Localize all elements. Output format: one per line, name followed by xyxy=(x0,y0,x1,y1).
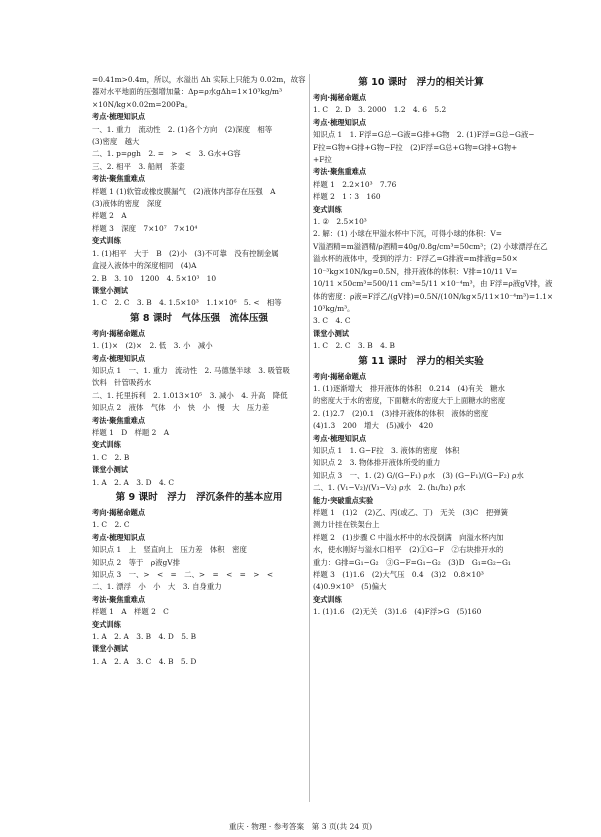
answer-line: ×10N/kg×0.02m=200Pa。 xyxy=(92,99,193,109)
section-label: 课堂小测试 xyxy=(92,644,128,654)
answer-line: 3. C 4. C xyxy=(313,316,351,326)
answer-line: F拉=G物+G排+G物−F拉 (2)F浮=G总+G物=G排+G物+ xyxy=(313,142,518,152)
answer-line: 盒浸入液体中的深度相同 (4)A xyxy=(92,261,197,271)
answer-line: 10⁻³kg×10N/kg=0.5N，排开液体的体积：V排=10/11 V= xyxy=(313,266,518,276)
answer-line: 知识点 1 1. G−F拉 3. 液体的密度 体积 xyxy=(313,445,460,455)
answer-line: 1. C 2. C 3. B 4. B xyxy=(313,341,395,351)
answer-line: 样题 2 A xyxy=(92,211,127,221)
left-answer-column xyxy=(92,74,306,668)
section-label: 变式训练 xyxy=(92,236,121,246)
section-label: 课堂小测试 xyxy=(92,285,128,295)
answer-line: 知识点 1 上 竖直向上 压力差 体积 密度 xyxy=(92,545,247,555)
answer-line: 知识点 1 一、1. 重力 流动性 2. 马德堡半球 3. 吸管吸 xyxy=(92,365,290,375)
answer-line: 1. A 2. A 3. C 4. B 5. D xyxy=(92,656,197,666)
answer-line: V溢酒精=m溢酒精/ρ酒精=40g/0.8g/cm³=50cm³；(2) 小球漂浮在乙 xyxy=(313,241,548,251)
answer-line: (3)密度 越大 xyxy=(92,137,140,147)
answer-line: +F拉 xyxy=(313,155,332,165)
answer-line: 器对水平地面的压强增加量：Δp=ρ水gΔh=1×10³kg/m³ xyxy=(92,87,283,97)
answer-line: 2. (1)2.7 (2)0.1 (3)排开液体的体积 液体的密度 xyxy=(313,408,489,418)
section-label: 变式训练 xyxy=(92,619,121,629)
answer-line: 2. B 3. 10 1200 4. 5×10³ 10 xyxy=(92,273,217,283)
answer-line: 样题 3 (1)1.6 (2)大气压 0.4 (3)2 0.8×10³ xyxy=(313,570,484,580)
answer-line: 二、1. 漂浮 小 小 大 3. 自身重力 xyxy=(92,582,222,592)
section-label: 课堂小测试 xyxy=(92,465,128,475)
section-label: 考法·聚焦重难点 xyxy=(313,167,367,177)
answer-line: 样题 1 D 样题 2 A xyxy=(92,427,170,437)
section-label: 变式训练 xyxy=(313,204,342,214)
section-label: 变式训练 xyxy=(313,594,342,604)
answer-line: =0.41m>0.4m，所以，水溢出 Δh 实际上只能为 0.02m，故容 xyxy=(92,75,306,84)
answer-line: 知识点 2 液体 气体 小 快 小 慢 大 压力差 xyxy=(92,403,270,413)
answer-line: 样题 1 (1)2 (2)乙、丙(或乙、丁) 无关 (3)C 把弹簧 xyxy=(313,508,509,517)
answer-line: (4)0.9×10³ (5)偏大 xyxy=(313,582,387,592)
answer-line: 体的密度：ρ液=F浮乙/(gV排)=0.5N/(10N/kg×5/11×10⁻⁴m³)=1.1× xyxy=(313,291,554,301)
answer-line: 知识点 3 一、> < = 二、> = < = > < xyxy=(92,570,274,580)
answer-line: 饮料 针管吸药水 xyxy=(92,378,152,388)
section-label: 考点·梳理知识点 xyxy=(92,532,146,542)
section-label: 考点·梳理知识点 xyxy=(92,112,146,122)
answer-line: 测力计挂在铁架台上 xyxy=(313,520,380,530)
section-label: 考法·聚焦重难点 xyxy=(92,594,146,604)
section-label: 考点·梳理知识点 xyxy=(313,117,367,127)
answer-line: 的密度大于水的密度，下面糖水的密度大于上面糖水的密度 xyxy=(313,396,506,406)
section-label: 课堂小测试 xyxy=(313,328,349,338)
answer-line: 1. A 2. A 3. D 4. C xyxy=(92,477,175,487)
answer-line: 1. (1)× (2)× 2. 低 3. 小 减小 xyxy=(92,341,213,351)
answer-line: 二、1. p=ρgh 2. = > < 3. G水+G容 xyxy=(92,149,241,159)
section-label: 变式训练 xyxy=(92,440,121,450)
right-answer-column xyxy=(313,74,554,619)
answer-line: 1. (1)1.6 (2)无关 (3)1.6 (4)F浮>G (5)160 xyxy=(313,607,482,617)
answer-line: 知识点 2 等于 ρ液gV排 xyxy=(92,557,180,567)
section-label: 考向·揭秘命题点 xyxy=(92,328,146,338)
section-label: 考法·聚焦重难点 xyxy=(92,174,146,184)
section-label: 考向·揭秘命题点 xyxy=(313,371,367,381)
section-label: 考向·揭秘命题点 xyxy=(313,93,367,102)
answer-line: 10/11 ×50cm³=500/11 cm³=5/11 ×10⁻⁴m³，由 F浮=ρ液gV排，液 xyxy=(313,279,553,289)
answer-line: 二、1. (V₁−V₂)/(V₃−V₂) ρ水 2. (h₁/h₂) ρ水 xyxy=(313,483,466,493)
answer-line: 1. ② 2.5×10³ xyxy=(313,217,367,227)
page-footer: 重庆 · 物理 · 参考答案 第 3 页(共 24 页) xyxy=(228,822,373,831)
answer-line: 1. C 2. C xyxy=(92,520,130,530)
answer-line: 一、1. 重力 流动性 2. (1)各个方向 (2)深度 相等 xyxy=(92,124,273,134)
answer-line: (3)液体的密度 深度 xyxy=(92,199,162,209)
answer-line: 知识点 3 一、1. (2) G/(G−F₁) ρ水 (3) (G−F₁)/(G−F₂) ρ水 xyxy=(313,470,524,480)
answer-line: 溢水杯的液体中，受到的浮力：F浮乙=G排液=m排液g=50× xyxy=(313,254,518,264)
lesson-heading: 第 9 课时 浮力 浮沉条件的基本应用 xyxy=(115,492,283,503)
answer-line: 1. A 2. A 3. B 4. D 5. B xyxy=(92,632,197,642)
answer-line: 1. C 2. D 3. 2000 1.2 4. 6 5.2 xyxy=(313,105,447,115)
answer-line: 1. (1)相平 大于 B (2)小 (3)不可靠 没有控制金属 xyxy=(92,248,279,258)
lesson-heading: 第 10 课时 浮力的相关计算 xyxy=(358,77,484,88)
answer-line: 样题 1 A 样题 2 C xyxy=(92,607,169,617)
answer-line: 知识点 1 1. F浮=G总−G液=G排+G物 2. (1)F浮=G总−G液− xyxy=(313,130,535,140)
answer-line: 二、1. 托里拆利 2. 1.013×10⁵ 3. 减小 4. 升高 降低 xyxy=(92,390,288,400)
lesson-heading: 第 8 课时 气体压强 流体压强 xyxy=(129,312,269,324)
answer-line: 1. (1)逐渐增大 排开液体的体积 0.214 (4)有关 糖水 xyxy=(313,383,505,393)
answer-line: 10³kg/m³。 xyxy=(313,303,355,313)
answer-line: 三、2. 相平 3. 船闸 茶壶 xyxy=(92,161,185,171)
answer-line: 知识点 2 3. 物体排开液体所受的重力 xyxy=(313,458,441,468)
answer-line: 样题 2 (1)步骤 C 中溢水杯中的水没倒满 向溢水杯内加 xyxy=(313,532,504,542)
lesson-heading: 第 11 课时 浮力的相关实验 xyxy=(358,355,484,367)
answer-line: 样题 1 2.2×10³ 7.76 xyxy=(313,179,397,189)
answer-line: (4)1.3 200 增大 (5)减小 420 xyxy=(313,421,434,431)
answer-line: 1. C 2. B xyxy=(92,452,130,462)
answer-line: 1. C 2. C 3. B 4. 1.5×10³ 1.1×10⁶ 5. < 相等 xyxy=(92,298,282,308)
section-label: 考向·揭秘命题点 xyxy=(92,508,146,517)
section-label: 考法·聚焦重难点 xyxy=(92,415,146,425)
column-divider xyxy=(309,74,310,802)
answer-line: 2. 解：(1) 小球在甲溢水杯中下沉，可得小球的体积：V= xyxy=(313,229,502,239)
section-label: 考点·梳理知识点 xyxy=(313,433,367,443)
section-label: 能力·突破重点实验 xyxy=(313,495,374,505)
answer-line: 重力：G排=G₁−G₂ ③G−F=G₁−G₂ (3)D G₁=G₂−G₁ xyxy=(313,557,511,567)
section-label: 考点·梳理知识点 xyxy=(92,353,146,363)
answer-line: 样题 3 深度 7×10⁷ 7×10⁴ xyxy=(92,223,198,233)
answer-line: 水，使水刚好与溢水口相平 (2)①G−F ②右块排开水的 xyxy=(313,545,504,555)
answer-line: 样题 1 (1)软管或橡皮膜漏气 (2)液体内部存在压强 A xyxy=(92,186,276,196)
answer-line: 样题 2 1∶3 160 xyxy=(313,192,381,202)
